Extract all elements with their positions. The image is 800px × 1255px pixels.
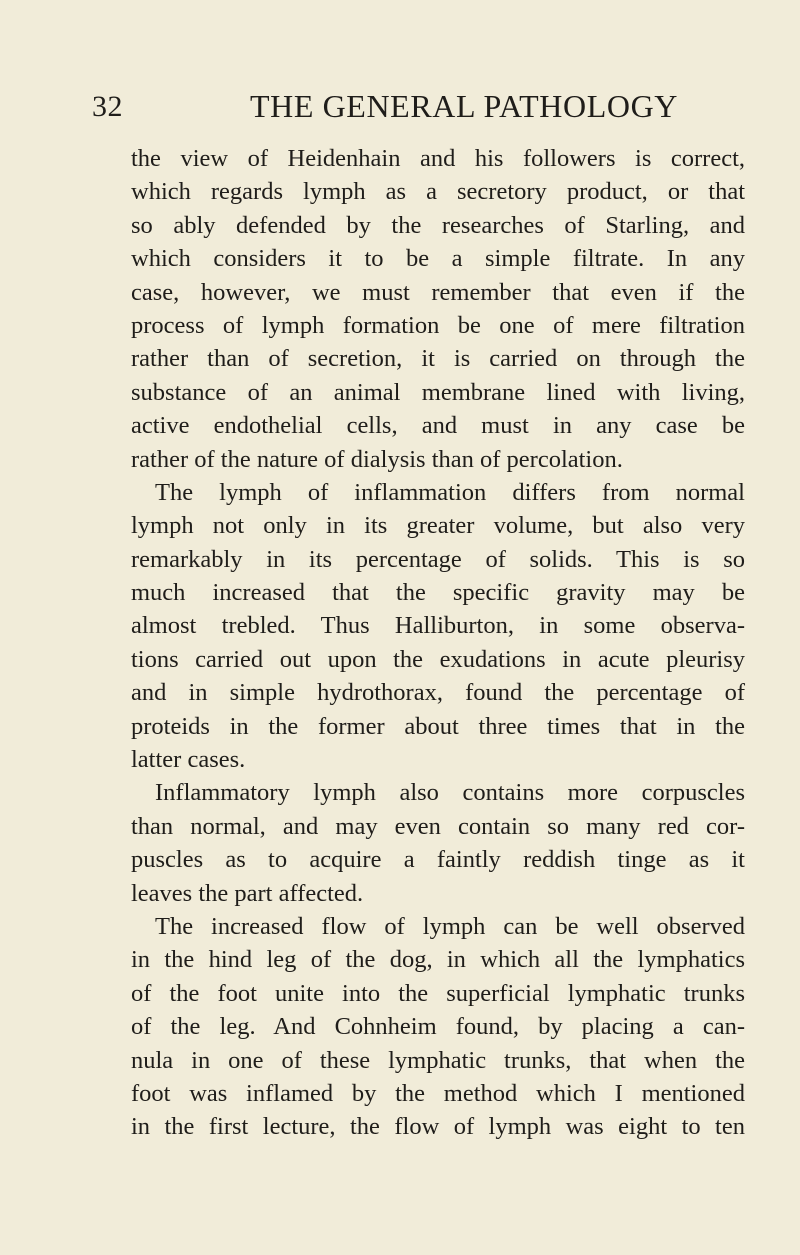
text-line: rather of the nature of dialysis than of percolation. (131, 445, 623, 473)
text-line: Inflammatory lymph also contains more corpuscles (155, 779, 745, 807)
text-line: The increased flow of lymph can be well observed (155, 912, 745, 940)
text-line: which considers it to be a simple filtrate. In any (131, 245, 745, 273)
text-line: than normal, and may even contain so many red cor- (131, 812, 745, 840)
text-line: and in simple hydrothorax, found the percentage of (131, 679, 745, 707)
text-line: nula in one of these lymphatic trunks, that when the (131, 1046, 745, 1074)
page-number: 32 (92, 90, 123, 123)
text-line: foot was inflamed by the method which I mentioned (131, 1079, 745, 1107)
text-line: in the first lecture, the flow of lymph was eight to ten (131, 1113, 745, 1141)
text-line: leaves the part affected. (131, 879, 364, 907)
text-line: which regards lymph as a secretory product, or that (131, 178, 745, 206)
text-line: remarkably in its percentage of solids. This is so (131, 545, 745, 573)
text-line: tions carried out upon the exudations in acute pleurisy (131, 645, 745, 673)
text-line: rather than of secretion, it is carried on through the (131, 345, 745, 373)
running-head: THE GENERAL PATHOLOGY (250, 88, 678, 124)
text-line: proteids in the former about three times that in the (131, 712, 745, 740)
text-line: in the hind leg of the dog, in which all the lymphatics (131, 946, 745, 974)
text-line: puscles as to acquire a faintly reddish tinge as it (131, 846, 745, 874)
body-text (131, 142, 745, 1144)
page-header (0, 88, 800, 128)
text-line: process of lymph formation be one of mere filtration (131, 311, 745, 339)
text-line: the view of Heidenhain and his followers is correct, (131, 145, 745, 172)
text-line: almost trebled. Thus Halliburton, in some observa- (131, 612, 745, 640)
text-line: much increased that the specific gravity may be (131, 579, 745, 607)
text-line: of the foot unite into the superficial lymphatic trunks (131, 979, 745, 1007)
text-line: substance of an animal membrane lined with living, (131, 378, 745, 406)
text-line: active endothelial cells, and must in any case be (131, 412, 745, 440)
text-line: case, however, we must remember that even if the (131, 278, 745, 306)
text-line: so ably defended by the researches of Starling, and (131, 211, 745, 239)
text-line: of the leg. And Cohnheim found, by placing a can- (131, 1013, 745, 1041)
text-line: lymph not only in its greater volume, but also very (131, 512, 745, 540)
text-line: latter cases. (131, 746, 246, 774)
text-line: The lymph of inflammation differs from normal (155, 478, 745, 506)
